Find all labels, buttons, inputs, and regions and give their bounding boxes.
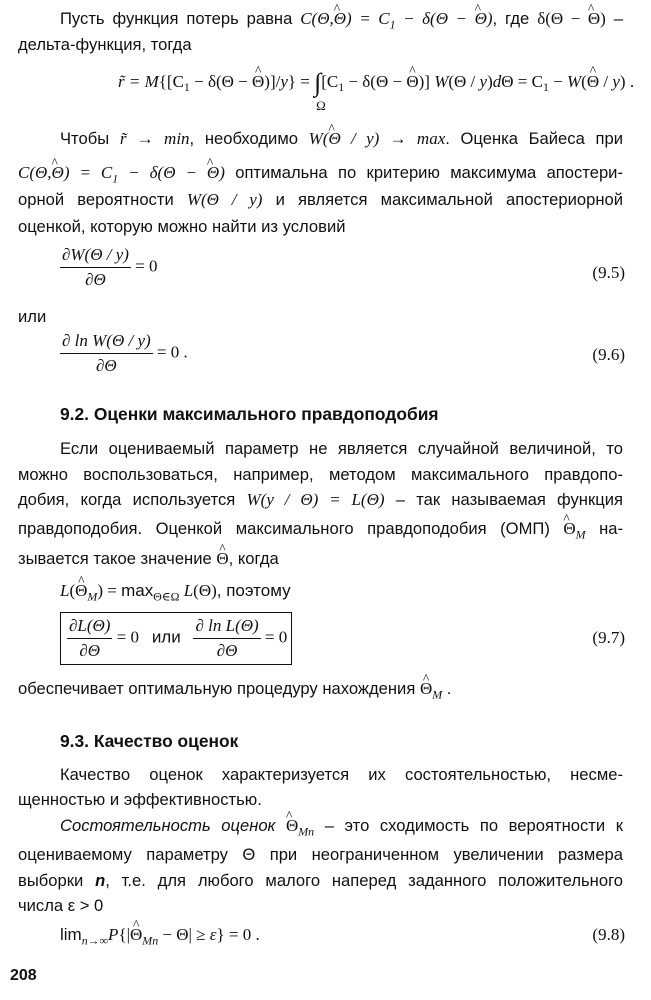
map-line-4: [18, 216, 623, 238]
s93-text-4: – это сходимость по вероятности к: [324, 816, 623, 835]
map-text-7: оценкой, которую можно найти из условий: [18, 217, 346, 236]
s93-text-1: Качество оценок характеризуется их состоятельностью, несме-: [60, 765, 623, 784]
s92-text-2: можно воспользоваться, например, методом максимального правдопо-: [18, 465, 623, 484]
map-text-1: Чтобы: [60, 129, 110, 148]
equation-number-9-8: (9.8): [592, 925, 625, 944]
integral-sign: ∫ Ω: [314, 68, 326, 113]
map-text-6: и является максимальной апостериорной: [275, 190, 623, 209]
s92-line-4: [18, 518, 623, 543]
s92-line-2: [18, 464, 623, 486]
max-likelihood-condition: L(^ $\Theta_M) = \max_{\Theta\in\Omega} L(\Theta)$, поэтому: [60, 580, 291, 605]
map-text-3: . Оценка Байеса при: [445, 129, 623, 148]
lim-word: lim: [60, 925, 82, 944]
intro-line-1: [60, 8, 623, 33]
equation-9-6: $\frac{\text{∂ ln W(Θ / y)}}{\partial\Theta}$ = 0 .: [62, 331, 188, 376]
s92-after-line: обеспечивает оптимальную процедуру нахождения ^ $\Theta_M$ .: [18, 678, 623, 703]
s92-text-7: зывается такое значение: [18, 549, 212, 568]
equation-9-5: $\frac{\partial W(\Theta / y)}{\partial\Theta}$ = 0: [62, 245, 158, 290]
loss-function-formula: C(Θ,^ $\Theta) = C_1 - \delta(\Theta$ − ^ Θ): [300, 9, 492, 28]
s93-text-8: числа ε > 0: [18, 896, 104, 915]
loss-function-formula-2: C(Θ,^ $\Theta) = C_1 - \delta(\Theta$ − ^ Θ): [18, 163, 225, 182]
intro-line-2: [18, 34, 623, 56]
equation-number-9-6: (9.6): [592, 345, 625, 364]
posterior-formula: W(Θ / y): [186, 190, 263, 209]
s93-text-7: , т.е. для любого малого наперед заданного положительного: [105, 871, 623, 890]
map-line-2: [18, 162, 623, 187]
dash: –: [613, 9, 623, 28]
theta-mn-symbol: ^ $\Theta_{Mn}$: [286, 816, 314, 835]
section-heading-9-3: 9.3. Качество оценок: [60, 731, 239, 751]
intro-text-1: Пусть функция потерь равна: [60, 9, 293, 28]
or-line: [18, 306, 623, 328]
n-symbol: n: [95, 871, 106, 890]
boxed-equation: $\frac{\partial L(\Theta)}{\partial\Theta}$ = 0 или $\frac{\text{∂ ln L(Θ)}}{\partial\Theta}$ = 0: [60, 612, 292, 665]
or-text: или: [18, 307, 47, 326]
ili-boxed: или: [151, 627, 181, 647]
delta-formula: δ(Θ − ^ Θ): [537, 9, 606, 28]
s92-line-1: [60, 438, 623, 460]
max-word: max: [121, 581, 154, 600]
s92-text-8: , когда: [228, 549, 279, 568]
s93-line-5: [18, 870, 623, 892]
s92-text-6: на-: [599, 519, 623, 538]
s93-line-2: [18, 789, 623, 811]
section-heading-9-2: 9.2. Оценки максимального правдоподобия: [60, 404, 439, 424]
s92-text-4: – так называемая функция: [395, 490, 623, 509]
s92-line-3: [18, 489, 623, 511]
theta-m-symbol: ^ $\Theta_M$: [563, 519, 585, 538]
equation-number-9-5: (9.5): [592, 263, 625, 282]
s93-text-3: Состоятельность оценок: [60, 816, 276, 835]
map-line-3: [18, 189, 623, 211]
s92-text-3: добия, когда используется: [18, 490, 236, 509]
equation-number-9-7: (9.7): [592, 628, 625, 647]
s93-text-2: щенностью и эффективностью.: [18, 790, 262, 809]
r-to-min: r̃ → min: [119, 129, 190, 148]
s93-text-5: оцениваемому параметру Θ при неограниченном увеличении размера: [18, 845, 623, 864]
likelihood-formula: W(y / Θ) = L(Θ): [246, 490, 385, 509]
s92-text-5: правдоподобия. Оценкой максимального правдоподобия (ОМП): [18, 519, 550, 538]
s93-text-6: выборки: [18, 871, 84, 890]
map-text-2: , необходимо: [189, 129, 298, 148]
s93-line-4: [18, 844, 623, 866]
equation-9-7: [60, 612, 292, 665]
poetomu-text: , поэтому: [216, 581, 291, 600]
s93-line-3: [60, 815, 623, 840]
risk-equation: r̃ = $M\{[C_1 - \delta(\Theta$ − ^ Θ)]/y} = ∫ Ω [$C_1 - \delta(\Theta$ − ^ Θ)] $W(\Theta / y)d\Theta = C_1$ − W(^ Θ / y) .: [118, 66, 634, 100]
w-to-max: W(^ Θ / y) → max: [309, 129, 446, 148]
s92-text-1: Если оцениваемый параметр не является случайной величиной, то: [60, 439, 623, 458]
intro-text-2: , где: [492, 9, 530, 28]
s93-line-6: [18, 895, 623, 917]
equation-9-8: $\lim_{n\to\infty}P\{|\^{}$ $\Theta_{Mn} - \Theta| \ge \varepsilon\} = 0$ .: [60, 924, 260, 949]
map-line-1: [60, 128, 623, 150]
s92-line-5: [18, 548, 623, 570]
theta-m-symbol-2: ^ $\Theta_M$: [420, 679, 442, 698]
s93-line-1: [60, 764, 623, 786]
map-text-5: орной вероятности: [18, 190, 174, 209]
page-number: 208: [10, 967, 37, 984]
intro-text-3: дельта-функция, тогда: [18, 35, 192, 54]
theta-hat-symbol: ^ Θ: [216, 549, 228, 568]
map-text-4: оптимальна по критерию максимума апостери-: [235, 163, 623, 182]
s92-text-9: обеспечивает оптимальную процедуру нахождения: [18, 679, 416, 698]
